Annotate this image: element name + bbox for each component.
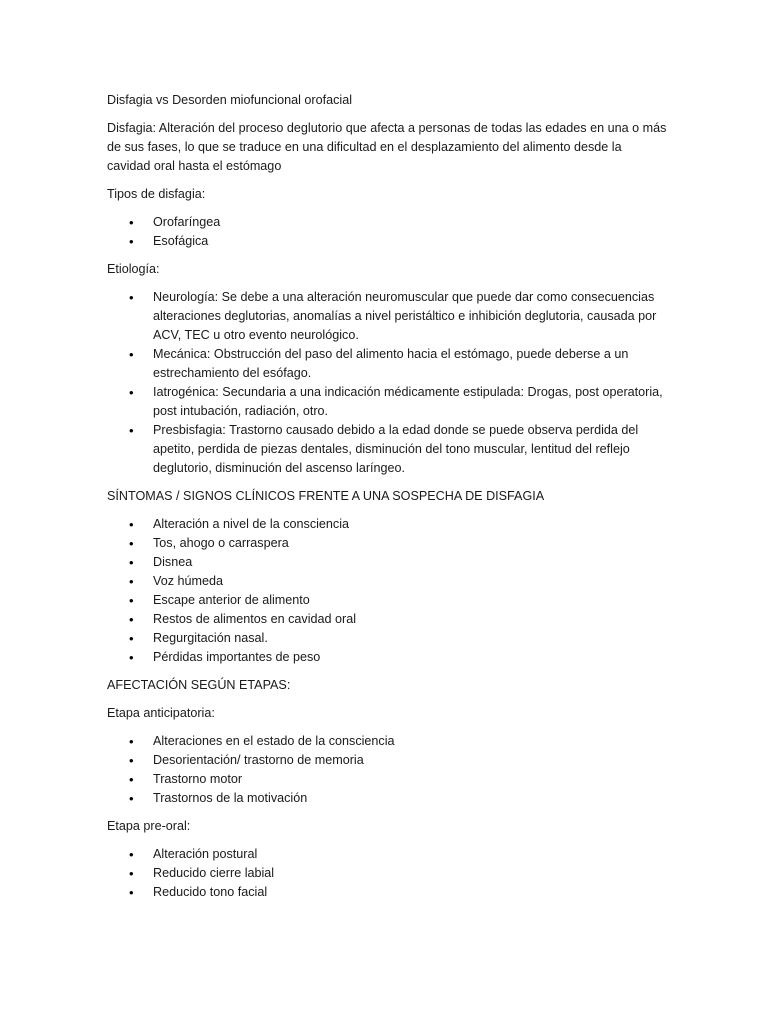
list-item: • Neurología: Se debe a una alteración neuromuscular que puede dar como consecuencias alteraciones deglutorias, anomalías a nivel peristáltico e inhibición deglutoria, causada por ACV, TEC u otro evento neurológico. xyxy=(107,288,667,345)
definition-paragraph: Disfagia: Alteración del proceso deglutorio que afecta a personas de todas las edades en una o más de sus fases, lo que se traduce en una dificultad en el desplazamiento del alimento desde la cavidad oral hasta el estómago xyxy=(107,121,667,173)
etiologia-list xyxy=(107,288,667,478)
document-content xyxy=(107,91,667,911)
sintomas-heading: SÍNTOMAS / SIGNOS CLÍNICOS FRENTE A UNA SOSPECHA DE DISFAGIA xyxy=(107,489,545,503)
list-item: • Presbisfagia: Trastorno causado debido a la edad donde se puede observa perdida del apetito, perdida de piezas dentales, disminución del tono muscular, lentitud del reflejo deglutorio, disminución del ascenso laríngeo. xyxy=(107,421,667,478)
list-item: • Orofaríngea xyxy=(107,213,667,232)
list-item: • Iatrogénica: Secundaria a una indicación médicamente estipulada: Drogas, post operatoria, post intubación, radiación, otro. xyxy=(107,383,667,421)
tipos-list xyxy=(107,213,667,251)
anticipatoria-heading: Etapa anticipatoria: xyxy=(107,706,215,720)
tipos-heading: Tipos de disfagia: xyxy=(107,187,206,201)
list-item: • Desorientación/ trastorno de memoria xyxy=(107,751,667,770)
list-item: • Trastorno motor xyxy=(107,770,667,789)
list-item: • Mecánica: Obstrucción del paso del alimento hacia el estómago, puede deberse a un estrechamiento del esófago. xyxy=(107,345,667,383)
list-item: • Tos, ahogo o carraspera xyxy=(107,534,667,553)
list-item: • Alteraciones en el estado de la consciencia xyxy=(107,732,667,751)
preoral-list xyxy=(107,845,667,902)
list-item: • Disnea xyxy=(107,553,667,572)
list-item: • Restos de alimentos en cavidad oral xyxy=(107,610,667,629)
sintomas-list xyxy=(107,515,667,667)
list-item: • Escape anterior de alimento xyxy=(107,591,667,610)
preoral-heading: Etapa pre-oral: xyxy=(107,819,191,833)
list-item: • Regurgitación nasal. xyxy=(107,629,667,648)
anticipatoria-list xyxy=(107,732,667,808)
list-item: • Pérdidas importantes de peso xyxy=(107,648,667,667)
list-item: • Reducido tono facial xyxy=(107,883,667,902)
list-item: • Esofágica xyxy=(107,232,667,251)
list-item: • Alteración postural xyxy=(107,845,667,864)
list-item: • Voz húmeda xyxy=(107,572,667,591)
document-title: Disfagia vs Desorden miofuncional orofacial xyxy=(107,93,353,107)
list-item: • Alteración a nivel de la consciencia xyxy=(107,515,667,534)
etiologia-heading: Etiología: xyxy=(107,262,160,276)
afectacion-heading: AFECTACIÓN SEGÚN ETAPAS: xyxy=(107,678,291,692)
list-item: • Reducido cierre labial xyxy=(107,864,667,883)
list-item: • Trastornos de la motivación xyxy=(107,789,667,808)
